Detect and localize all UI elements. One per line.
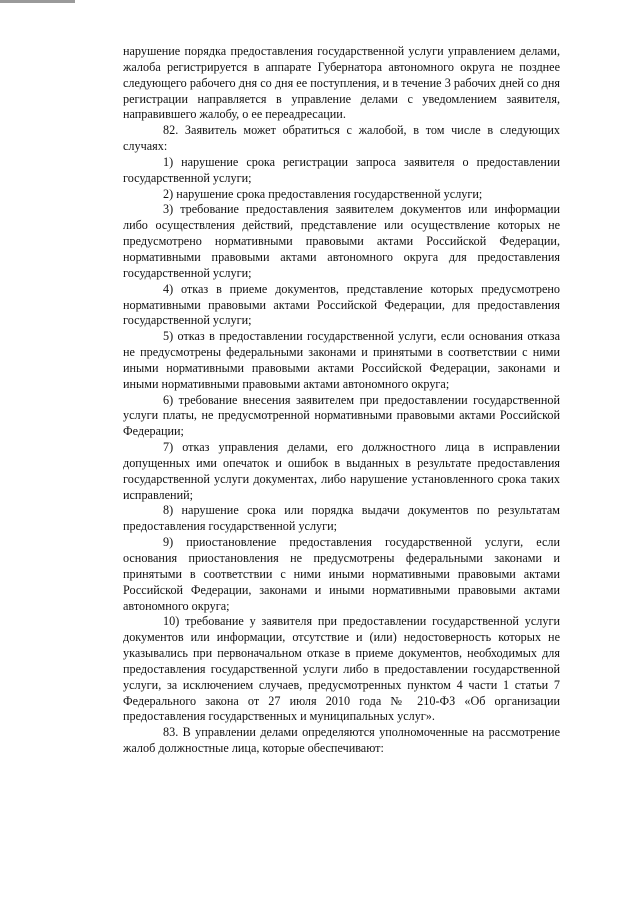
- list-item-8: 8) нарушение срока или порядка выдачи документов по результатам предоставления государственной услуги;: [123, 503, 560, 534]
- paragraph-continuation: нарушение порядка предоставления государственной услуги управлением делами, жалоба регистрируется в аппарате Губернатора автономного округа не позднее следующего рабочего дня со дня ее поступления, и в течение 3 рабочих дней со дня регистрации направляется в управление делами с уведомлением заявителя, направившего жалобу, о ее переадресации.: [123, 44, 560, 122]
- list-item-9: 9) приостановление предоставления государственной услуги, если основания приостановления не предусмотрены федеральными законами и принятыми в соответствии с ними иными нормативными правовыми актами Российской Федерации, законами и иными нормативными правовыми актами автономного округа;: [123, 535, 560, 613]
- list-item-10: 10) требование у заявителя при предоставлении государственной услуги документов или информации, отсутствие и (или) недостоверность которых не указывались при первоначальном отказе в приеме документов, необходимых для предоставления государственной услуги либо в предоставлении государственной услуги, за исключением случаев, предусмотренных пунктом 4 части 1 статьи 7 Федерального закона от 27 июля 2010 года № 210-ФЗ «Об организации предоставления государственных и муниципальных услуг».: [123, 614, 560, 724]
- paragraph-83: 83. В управлении делами определяются уполномоченные на рассмотрение жалоб должностные лица, которые обеспечивают:: [123, 725, 560, 756]
- list-item-2: 2) нарушение срока предоставления государственной услуги;: [163, 186, 483, 201]
- document-page: [123, 44, 560, 757]
- paragraph-82: 82. Заявитель может обратиться с жалобой, в том числе в следующих случаях:: [123, 123, 560, 154]
- list-item-4: 4) отказ в приеме документов, представление которых предусмотрено нормативными правовыми актами Российской Федерации, для предоставления государственной услуги;: [123, 281, 560, 328]
- list-item-7: 7) отказ управления делами, его должностного лица в исправлении допущенных ими опечаток и ошибок в выданных в результате предоставления государственной услуги документах, либо нарушение установленного срока таких исправлений;: [123, 440, 560, 502]
- scan-edge-mark: [0, 0, 75, 3]
- list-item-3: 3) требование предоставления заявителем документов или информации либо осуществления действий, представление или осуществление которых не предусмотрено нормативными правовыми актами Российской Федерации, нормативными правовыми актами автономного округа для предоставления государственной услуги;: [123, 202, 560, 280]
- list-item-6: 6) требование внесения заявителем при предоставлении государственной услуги платы, не предусмотренной нормативными правовыми актами Российской Федерации;: [123, 392, 560, 439]
- list-item-1: 1) нарушение срока регистрации запроса заявителя о предоставлении государственной услуги;: [123, 154, 560, 185]
- list-item-5: 5) отказ в предоставлении государственной услуги, если основания отказа не предусмотрены федеральными законами и принятыми в соответствии с ними иными нормативными правовыми актами Российской Федерации, законами и иными нормативными правовыми актами автономного округа;: [123, 329, 560, 391]
